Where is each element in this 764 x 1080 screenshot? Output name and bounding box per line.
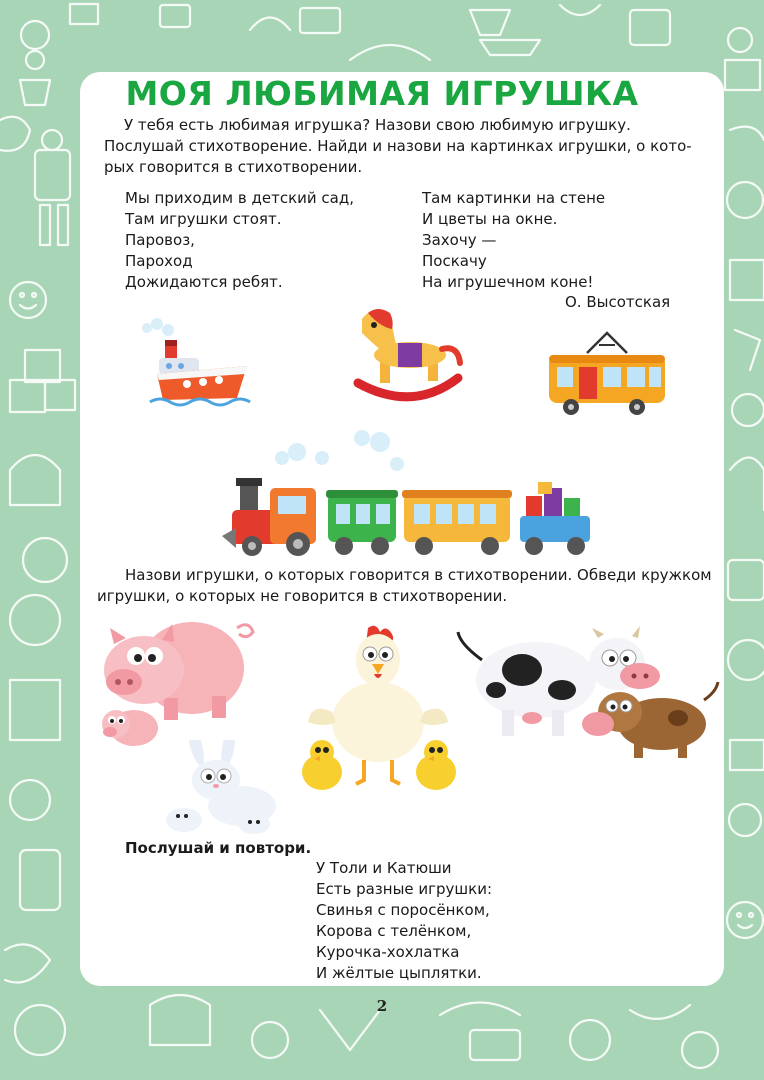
- poem-right-line-3: Захочу —: [422, 231, 497, 249]
- poem-left-line-3: Паровоз,: [125, 231, 195, 249]
- poem-author: О. Высотская: [565, 293, 671, 311]
- repeat-line-2: Есть разные игрушки:: [316, 880, 493, 898]
- page-number: 2: [376, 997, 388, 1015]
- intro-line-3: рых говорится в стихотворении.: [104, 158, 363, 176]
- rabbits-illustration: [162, 740, 287, 835]
- repeat-line-5: Курочка-хохлатка: [316, 943, 460, 961]
- task-line-1: Назови игрушки, о которых говорится в стихотворении. Обведи кружком: [125, 566, 712, 584]
- pig-with-piglet-illustration: [92, 608, 262, 753]
- poem-left-line-2: Там игрушки стоят.: [125, 210, 282, 228]
- poem-left-line-4: Пароход: [125, 252, 193, 270]
- poem-right-line-5: На игрушечном коне!: [422, 273, 594, 291]
- poem-left-line-5: Дожидаются ребят.: [125, 273, 283, 291]
- repeat-line-3: Свинья с поросёнком,: [316, 901, 490, 919]
- page-title: МОЯ ЛЮБИМАЯ ИГРУШКА: [125, 74, 639, 113]
- poem-right-line-2: И цветы на окне.: [422, 210, 558, 228]
- ship-illustration: [135, 318, 270, 413]
- poem-left-line-1: Мы приходим в детский сад,: [125, 189, 354, 207]
- repeat-line-6: И жёлтые цыплятки.: [316, 964, 482, 982]
- repeat-line-1: У Толи и Катюши: [316, 859, 452, 877]
- repeat-line-4: Корова с телёнком,: [316, 922, 472, 940]
- repeat-heading: Послушай и повтори.: [125, 839, 312, 857]
- intro-line-2: Послушай стихотворение. Найди и назови на картинках игрушки, о кото-: [104, 137, 692, 155]
- cow-with-calf-illustration: [452, 620, 720, 765]
- intro-line-1: У тебя есть любимая игрушка? Назови свою любимую игрушку.: [124, 116, 631, 134]
- tram-illustration: [543, 327, 671, 419]
- poem-right-line-4: Поскачу: [422, 252, 487, 270]
- hen-with-chicks-illustration: [298, 622, 460, 802]
- rocking-horse-illustration: [350, 305, 465, 405]
- toy-train-illustration: [222, 418, 594, 560]
- task-line-2: игрушки, о которых не говорится в стихотворении.: [97, 587, 508, 605]
- poem-right-line-1: Там картинки на стене: [422, 189, 606, 207]
